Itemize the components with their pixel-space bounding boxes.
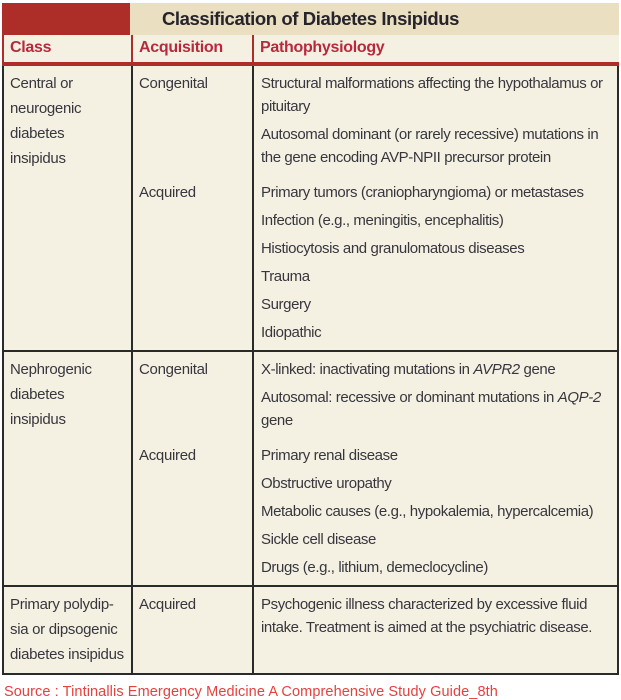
item-text: X-linked: inactivating mutations in — [261, 361, 474, 378]
class-line: diabetes insipidus — [10, 646, 124, 663]
pathophysiology-item — [261, 500, 605, 523]
acquisition-group — [133, 438, 617, 585]
item-text: Metabolic causes (e.g., hypokalemia, hypercalcemia) — [261, 503, 594, 520]
item-text: Autosomal dominant (or rarely recessive) mutations in the gene encoding AVP-NPII precursor protein — [261, 126, 599, 166]
classification-table — [2, 3, 619, 675]
acquisition-cell: Acquired — [133, 175, 254, 350]
column-header-acquisition: Acquisition — [133, 35, 254, 62]
class-line: insipidus — [10, 411, 66, 428]
item-text: Surgery — [261, 296, 311, 313]
table-row — [4, 585, 617, 673]
pathophysiology-item — [261, 72, 605, 118]
item-text: Sickle cell disease — [261, 531, 376, 548]
pathophysiology-item — [261, 358, 605, 381]
pathophysiology-item — [261, 265, 605, 288]
acquisition-groups — [133, 66, 617, 350]
class-line: Primary polydip- — [10, 596, 114, 613]
item-text: gene — [519, 361, 556, 378]
acquisition-cell: Acquired — [133, 438, 254, 585]
pathophysiology-item — [261, 293, 605, 316]
pathophysiology-item — [261, 209, 605, 232]
acquisition-groups — [133, 587, 617, 673]
pathophysiology-item — [261, 472, 605, 495]
item-text: Infection (e.g., meningitis, encephalitis) — [261, 212, 504, 229]
acquisition-group — [133, 352, 617, 438]
item-text: gene — [261, 412, 293, 429]
item-text: Structural malformations affecting the hypothalamus or pituitary — [261, 75, 603, 115]
item-text: Autosomal: recessive or dominant mutations in — [261, 389, 558, 406]
table-title: Classification of Diabetes Insipidus — [161, 8, 460, 29]
item-text: Primary tumors (craniopharyngioma) or metastases — [261, 184, 584, 201]
pathophysiology-item — [261, 123, 605, 169]
pathophysiology-cell — [254, 587, 617, 673]
acquisition-group — [133, 175, 617, 350]
class-line: Central or — [10, 75, 73, 92]
item-text: Trauma — [261, 268, 310, 285]
class-cell — [4, 352, 133, 585]
acquisition-group — [133, 587, 617, 673]
item-text: Obstructive uropathy — [261, 475, 392, 492]
acquisition-cell: Acquired — [133, 587, 254, 673]
pathophysiology-cell — [254, 66, 617, 175]
table-row — [4, 350, 617, 585]
class-line: neurogenic — [10, 100, 82, 117]
class-line: diabetes — [10, 125, 65, 142]
gene-name-italic: AQP-2 — [557, 389, 601, 406]
class-cell — [4, 587, 133, 673]
pathophysiology-item — [261, 237, 605, 260]
gene-name-italic: AVPR2 — [473, 361, 520, 378]
class-cell — [4, 66, 133, 350]
table-body — [2, 66, 619, 675]
table-row — [4, 66, 617, 350]
pathophysiology-item — [261, 528, 605, 551]
class-line: sia or dipsogenic — [10, 621, 118, 638]
class-line: insipidus — [10, 150, 66, 167]
class-line: Nephrogenic — [10, 361, 92, 378]
item-text: Idiopathic — [261, 324, 322, 341]
pathophysiology-item — [261, 593, 605, 639]
column-header-pathophysiology: Pathophysiology — [260, 39, 385, 56]
column-header-row — [2, 35, 619, 62]
pathophysiology-cell — [254, 352, 617, 438]
item-text: Primary renal disease — [261, 447, 398, 464]
acquisition-cell: Congenital — [133, 66, 254, 175]
item-text: Histiocytosis and granulomatous diseases — [261, 240, 525, 257]
class-line: diabetes — [10, 386, 65, 403]
pathophysiology-cell — [254, 438, 617, 585]
acquisition-cell: Congenital — [133, 352, 254, 438]
pathophysiology-cell — [254, 175, 617, 350]
pathophysiology-item — [261, 386, 605, 432]
pathophysiology-item — [261, 321, 605, 344]
pathophysiology-item — [261, 556, 605, 579]
acquisition-group — [133, 66, 617, 175]
source-citation: Source : Tintinallis Emergency Medicine A Comprehensive Study Guide_8th — [4, 684, 498, 700]
item-text: Drugs (e.g., lithium, demeclocycline) — [261, 559, 488, 576]
pathophysiology-item — [261, 444, 605, 467]
column-header-class: Class — [4, 35, 133, 62]
acquisition-groups — [133, 352, 617, 585]
pathophysiology-item — [261, 181, 605, 204]
table-title-bar — [2, 3, 619, 35]
item-text: Psychogenic illness characterized by excessive fluid intake. Treatment is aimed at the psychiatric disease. — [261, 596, 593, 636]
